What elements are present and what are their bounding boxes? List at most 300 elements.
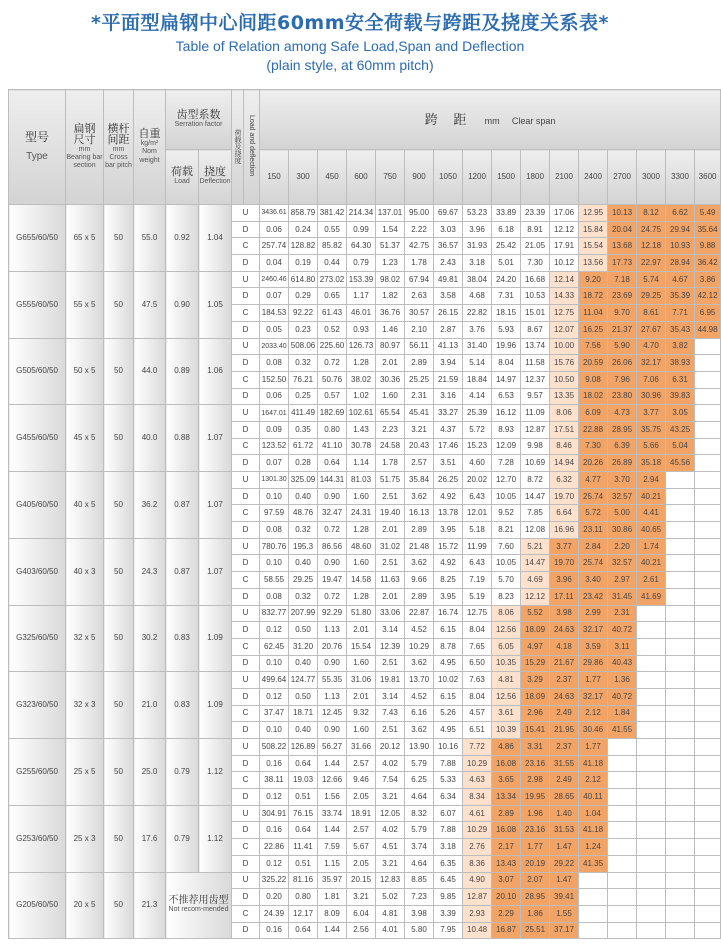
empty-cell: [695, 722, 721, 739]
value-cell: 23.39: [521, 205, 550, 222]
value-cell: 153.39: [347, 271, 376, 288]
value-cell: 38.93: [666, 355, 695, 372]
value-cell: 20.59: [579, 355, 608, 372]
value-cell: 1.28: [347, 588, 376, 605]
value-cell: 21.48: [405, 538, 434, 555]
value-cell: 22.97: [637, 255, 666, 272]
value-cell: 33.27: [434, 405, 463, 422]
value-cell: 17.46: [434, 438, 463, 455]
value-cell: 3.74: [405, 839, 434, 856]
deflection-factor-cell: 1.05: [199, 271, 232, 338]
value-cell: 85.82: [318, 238, 347, 255]
value-cell: 23.42: [579, 588, 608, 605]
value-cell: 7.06: [637, 371, 666, 388]
header-type-en: Type: [26, 151, 48, 163]
value-cell: 61.72: [289, 438, 318, 455]
row-code-cell: D: [232, 789, 260, 806]
value-cell: 92.29: [318, 605, 347, 622]
value-cell: 7.88: [434, 822, 463, 839]
row-code-cell: D: [232, 855, 260, 872]
row-code-cell: D: [232, 755, 260, 772]
value-cell: 35.97: [318, 872, 347, 889]
header-serration: [166, 90, 232, 150]
empty-cell: [637, 789, 666, 806]
row-code-cell: U: [232, 605, 260, 622]
type-cell: G325/60/50: [9, 605, 66, 672]
value-cell: 3.59: [579, 638, 608, 655]
value-cell: 5.02: [376, 889, 405, 906]
empty-cell: [666, 922, 695, 939]
value-cell: 13.34: [492, 789, 521, 806]
header-cross-en: Cross bar pitch: [105, 153, 132, 170]
value-cell: 13.90: [405, 739, 434, 756]
empty-cell: [695, 622, 721, 639]
value-cell: 2.51: [376, 722, 405, 739]
value-cell: 9.57: [521, 388, 550, 405]
table-row: [9, 538, 721, 555]
value-cell: 2.22: [405, 221, 434, 238]
span-header-3300: 3300: [666, 150, 695, 205]
load-factor-cell: 0.88: [166, 405, 199, 472]
value-cell: 76.15: [289, 805, 318, 822]
value-cell: 4.77: [579, 472, 608, 489]
value-cell: 11.99: [463, 538, 492, 555]
value-cell: 1647.01: [260, 405, 289, 422]
value-cell: 51.75: [376, 472, 405, 489]
row-code-cell: D: [232, 255, 260, 272]
value-cell: 2.37: [550, 739, 579, 756]
value-cell: 21.05: [521, 238, 550, 255]
value-cell: 24.58: [376, 438, 405, 455]
value-cell: 13.35: [550, 388, 579, 405]
row-code-cell: D: [232, 321, 260, 338]
empty-cell: [695, 572, 721, 589]
value-cell: 5.00: [608, 505, 637, 522]
value-cell: 6.62: [666, 205, 695, 222]
value-cell: 11.63: [376, 572, 405, 589]
deflection-factor-cell: 1.07: [199, 472, 232, 539]
value-cell: 15.01: [521, 305, 550, 322]
value-cell: 12.70: [492, 472, 521, 489]
row-code-cell: C: [232, 705, 260, 722]
type-cell: G253/60/50: [9, 805, 66, 872]
empty-cell: [695, 672, 721, 689]
value-cell: 35.84: [405, 472, 434, 489]
value-cell: 7.72: [463, 739, 492, 756]
value-cell: 0.16: [260, 755, 289, 772]
value-cell: 214.34: [347, 205, 376, 222]
value-cell: 5.18: [463, 522, 492, 539]
value-cell: 9.08: [579, 371, 608, 388]
header-load-deflection: [232, 90, 244, 205]
value-cell: 3.62: [405, 655, 434, 672]
value-cell: 225.60: [318, 338, 347, 355]
value-cell: 19.81: [376, 672, 405, 689]
value-cell: 5.72: [463, 421, 492, 438]
value-cell: 10.69: [521, 455, 550, 472]
row-code-cell: C: [232, 839, 260, 856]
row-code-cell: C: [232, 438, 260, 455]
deflection-factor-cell: 1.09: [199, 605, 232, 672]
value-cell: 123.52: [260, 438, 289, 455]
value-cell: 1.43: [347, 421, 376, 438]
value-cell: 41.69: [637, 588, 666, 605]
value-cell: 31.55: [550, 755, 579, 772]
value-cell: 21.67: [550, 655, 579, 672]
value-cell: 1.46: [376, 321, 405, 338]
value-cell: 0.06: [260, 388, 289, 405]
span-header-2400: 2400: [579, 150, 608, 205]
value-cell: 10.16: [434, 739, 463, 756]
value-cell: 14.94: [550, 455, 579, 472]
value-cell: 8.04: [492, 355, 521, 372]
size-cell: 25 x 3: [66, 805, 104, 872]
row-code-cell: D: [232, 555, 260, 572]
value-cell: 36.42: [695, 255, 721, 272]
value-cell: 48.60: [347, 538, 376, 555]
value-cell: 4.57: [463, 705, 492, 722]
value-cell: 10.00: [550, 338, 579, 355]
value-cell: 51.80: [347, 605, 376, 622]
value-cell: 0.29: [289, 288, 318, 305]
value-cell: 2.01: [347, 622, 376, 639]
value-cell: 12.12: [521, 588, 550, 605]
value-cell: 25.42: [492, 238, 521, 255]
row-code-cell: C: [232, 638, 260, 655]
not-recommended-en: Not recom-mended: [168, 906, 229, 914]
row-code-cell: D: [232, 922, 260, 939]
value-cell: 40.72: [608, 688, 637, 705]
value-cell: 0.99: [347, 221, 376, 238]
value-cell: 98.02: [376, 271, 405, 288]
pitch-cell: 50: [104, 805, 134, 872]
value-cell: 32.17: [579, 622, 608, 639]
header-cross-unit: mm: [112, 145, 125, 153]
value-cell: 8.67: [521, 321, 550, 338]
value-cell: 15.41: [521, 722, 550, 739]
value-cell: 20.26: [579, 455, 608, 472]
value-cell: 6.34: [434, 789, 463, 806]
empty-cell: [666, 688, 695, 705]
value-cell: 32.17: [637, 355, 666, 372]
value-cell: 1.13: [318, 622, 347, 639]
value-cell: 3.14: [376, 688, 405, 705]
value-cell: 12.18: [637, 238, 666, 255]
span-header-3000: 3000: [637, 150, 666, 205]
value-cell: 1.84: [608, 705, 637, 722]
header-load-cn: 荷载: [171, 166, 193, 179]
value-cell: 508.06: [289, 338, 318, 355]
value-cell: 14.58: [347, 572, 376, 589]
header-bearing-en: Bearing bar section: [66, 153, 103, 170]
value-cell: 25.74: [579, 488, 608, 505]
value-cell: 41.10: [318, 438, 347, 455]
table-row: [9, 472, 721, 489]
value-cell: 3.82: [666, 338, 695, 355]
span-header-2100: 2100: [550, 150, 579, 205]
value-cell: 1301.30: [260, 472, 289, 489]
value-cell: [666, 572, 695, 589]
value-cell: 18.72: [579, 288, 608, 305]
value-cell: 33.89: [492, 205, 521, 222]
value-cell: 39.83: [666, 388, 695, 405]
value-cell: 10.93: [666, 238, 695, 255]
value-cell: 12.75: [463, 605, 492, 622]
value-cell: 1.74: [637, 538, 666, 555]
value-cell: 1.36: [608, 672, 637, 689]
value-cell: 7.88: [434, 755, 463, 772]
value-cell: 10.35: [492, 655, 521, 672]
value-cell: 21.95: [550, 722, 579, 739]
value-cell: 40.72: [608, 622, 637, 639]
value-cell: 8.78: [434, 638, 463, 655]
value-cell: [608, 839, 637, 856]
pitch-cell: 50: [104, 405, 134, 472]
value-cell: 5.72: [579, 505, 608, 522]
value-cell: 5.49: [695, 205, 721, 222]
value-cell: 3.31: [521, 739, 550, 756]
empty-cell: [695, 772, 721, 789]
value-cell: 16.87: [492, 922, 521, 939]
row-code-cell: U: [232, 472, 260, 489]
value-cell: 39.41: [550, 889, 579, 906]
value-cell: 0.40: [289, 555, 318, 572]
table-row: [9, 405, 721, 422]
value-cell: 0.16: [260, 922, 289, 939]
empty-cell: [637, 739, 666, 756]
value-cell: 1.23: [376, 255, 405, 272]
value-cell: [608, 755, 637, 772]
value-cell: [608, 805, 637, 822]
value-cell: 0.79: [347, 255, 376, 272]
value-cell: 65.54: [376, 405, 405, 422]
empty-cell: [666, 739, 695, 756]
value-cell: 10.13: [608, 205, 637, 222]
row-code-cell: D: [232, 722, 260, 739]
value-cell: 6.43: [463, 488, 492, 505]
value-cell: 7.28: [492, 455, 521, 472]
value-cell: 15.54: [579, 238, 608, 255]
row-code-cell: C: [232, 572, 260, 589]
value-cell: 18.71: [289, 705, 318, 722]
value-cell: [666, 555, 695, 572]
value-cell: 6.45: [434, 872, 463, 889]
value-cell: 9.88: [695, 238, 721, 255]
value-cell: 8.04: [463, 622, 492, 639]
value-cell: 8.25: [434, 572, 463, 589]
value-cell: 80.97: [376, 338, 405, 355]
empty-cell: [695, 855, 721, 872]
value-cell: 12.56: [492, 622, 521, 639]
value-cell: 11.41: [289, 839, 318, 856]
value-cell: 0.40: [289, 655, 318, 672]
value-cell: 4.90: [463, 872, 492, 889]
value-cell: 14.47: [521, 488, 550, 505]
value-cell: 17.73: [608, 255, 637, 272]
value-cell: 1.44: [318, 822, 347, 839]
value-cell: 152.50: [260, 371, 289, 388]
value-cell: 0.55: [318, 221, 347, 238]
empty-cell: [666, 605, 695, 622]
value-cell: 0.12: [260, 688, 289, 705]
value-cell: 20.02: [463, 472, 492, 489]
value-cell: 2.10: [405, 321, 434, 338]
value-cell: 3.62: [405, 722, 434, 739]
size-cell: 55 x 5: [66, 271, 104, 338]
value-cell: 92.22: [289, 305, 318, 322]
value-cell: 124.77: [289, 672, 318, 689]
value-cell: 41.55: [608, 722, 637, 739]
value-cell: 1.44: [318, 922, 347, 939]
value-cell: 0.90: [318, 555, 347, 572]
type-cell: G205/60/50: [9, 872, 66, 939]
value-cell: 38.11: [260, 772, 289, 789]
value-cell: 1.60: [347, 655, 376, 672]
value-cell: 4.67: [666, 271, 695, 288]
empty-cell: [666, 705, 695, 722]
value-cell: 7.30: [521, 255, 550, 272]
value-cell: 25.39: [463, 405, 492, 422]
type-cell: G255/60/50: [9, 739, 66, 806]
value-cell: 0.10: [260, 722, 289, 739]
value-cell: 0.80: [289, 889, 318, 906]
value-cell: 3.21: [376, 855, 405, 872]
value-cell: 20.19: [521, 855, 550, 872]
value-cell: 81.16: [289, 872, 318, 889]
span-header-1200: 1200: [463, 150, 492, 205]
row-code-cell: C: [232, 238, 260, 255]
value-cell: 12.12: [550, 221, 579, 238]
value-cell: 2.89: [405, 588, 434, 605]
value-cell: 7.60: [492, 538, 521, 555]
value-cell: 12.83: [376, 872, 405, 889]
row-code-cell: U: [232, 805, 260, 822]
value-cell: 7.71: [666, 305, 695, 322]
value-cell: 8.93: [492, 421, 521, 438]
value-cell: 5.66: [637, 438, 666, 455]
value-cell: 3.95: [434, 522, 463, 539]
value-cell: 15.72: [434, 538, 463, 555]
value-cell: [695, 371, 721, 388]
empty-cell: [666, 855, 695, 872]
value-cell: [637, 722, 666, 739]
value-cell: 40.11: [579, 789, 608, 806]
value-cell: 3.21: [376, 789, 405, 806]
value-cell: 3.70: [608, 472, 637, 489]
value-cell: 4.52: [405, 688, 434, 705]
load-factor-cell: 0.87: [166, 472, 199, 539]
value-cell: 0.12: [260, 855, 289, 872]
value-cell: 2.05: [347, 789, 376, 806]
value-cell: 10.29: [405, 638, 434, 655]
value-cell: 7.59: [318, 839, 347, 856]
value-cell: 35.43: [666, 321, 695, 338]
empty-cell: [637, 772, 666, 789]
value-cell: 26.89: [608, 455, 637, 472]
value-cell: 184.53: [260, 305, 289, 322]
value-cell: 20.76: [318, 638, 347, 655]
value-cell: 32.57: [608, 488, 637, 505]
value-cell: 41.18: [579, 822, 608, 839]
value-cell: 3.58: [434, 288, 463, 305]
value-cell: 46.01: [347, 305, 376, 322]
value-cell: 0.32: [289, 355, 318, 372]
value-cell: 15.23: [463, 438, 492, 455]
value-cell: 6.43: [463, 555, 492, 572]
value-cell: 3.51: [434, 455, 463, 472]
value-cell: 61.43: [318, 305, 347, 322]
size-cell: 40 x 3: [66, 538, 104, 605]
value-cell: 17.51: [550, 421, 579, 438]
value-cell: 11.58: [521, 355, 550, 372]
value-cell: 7.54: [376, 772, 405, 789]
value-cell: 30.86: [608, 522, 637, 539]
value-cell: 0.72: [318, 522, 347, 539]
empty-cell: [637, 805, 666, 822]
value-cell: 10.50: [550, 371, 579, 388]
pitch-cell: 50: [104, 338, 134, 405]
empty-cell: [666, 805, 695, 822]
value-cell: 4.64: [405, 789, 434, 806]
value-cell: 3.18: [434, 839, 463, 856]
value-cell: 36.57: [434, 238, 463, 255]
empty-cell: [608, 872, 637, 889]
value-cell: 33.74: [318, 805, 347, 822]
value-cell: 3.29: [521, 672, 550, 689]
value-cell: 4.81: [376, 905, 405, 922]
value-cell: 3.03: [434, 221, 463, 238]
value-cell: 2.63: [405, 288, 434, 305]
value-cell: 2.31: [405, 388, 434, 405]
value-cell: 2.57: [405, 455, 434, 472]
value-cell: 23.16: [521, 755, 550, 772]
type-cell: G505/60/50: [9, 338, 66, 405]
header-span-en: Clear span: [511, 116, 556, 126]
value-cell: 0.10: [260, 488, 289, 505]
empty-cell: [695, 922, 721, 939]
size-cell: 32 x 3: [66, 672, 104, 739]
value-cell: 3.94: [434, 355, 463, 372]
value-cell: 1.15: [318, 855, 347, 872]
value-cell: [579, 905, 608, 922]
value-cell: 3.96: [463, 221, 492, 238]
value-cell: 24.75: [637, 221, 666, 238]
value-cell: 2.89: [405, 355, 434, 372]
value-cell: 7.31: [492, 288, 521, 305]
value-cell: 40.21: [637, 555, 666, 572]
value-cell: 33.06: [376, 605, 405, 622]
value-cell: 0.50: [289, 688, 318, 705]
empty-cell: [695, 805, 721, 822]
value-cell: 7.30: [579, 438, 608, 455]
value-cell: 12.66: [318, 772, 347, 789]
size-cell: 25 x 5: [66, 739, 104, 806]
value-cell: 1.17: [347, 288, 376, 305]
value-cell: [637, 638, 666, 655]
value-cell: 16.96: [550, 522, 579, 539]
value-cell: 304.91: [260, 805, 289, 822]
value-cell: 31.40: [463, 338, 492, 355]
empty-cell: [666, 622, 695, 639]
value-cell: 28.94: [666, 255, 695, 272]
value-cell: 15.54: [347, 638, 376, 655]
type-cell: G455/60/50: [9, 405, 66, 472]
empty-cell: [695, 889, 721, 906]
row-code-cell: D: [232, 355, 260, 372]
empty-cell: [695, 655, 721, 672]
value-cell: 3.21: [347, 889, 376, 906]
value-cell: 13.43: [492, 855, 521, 872]
